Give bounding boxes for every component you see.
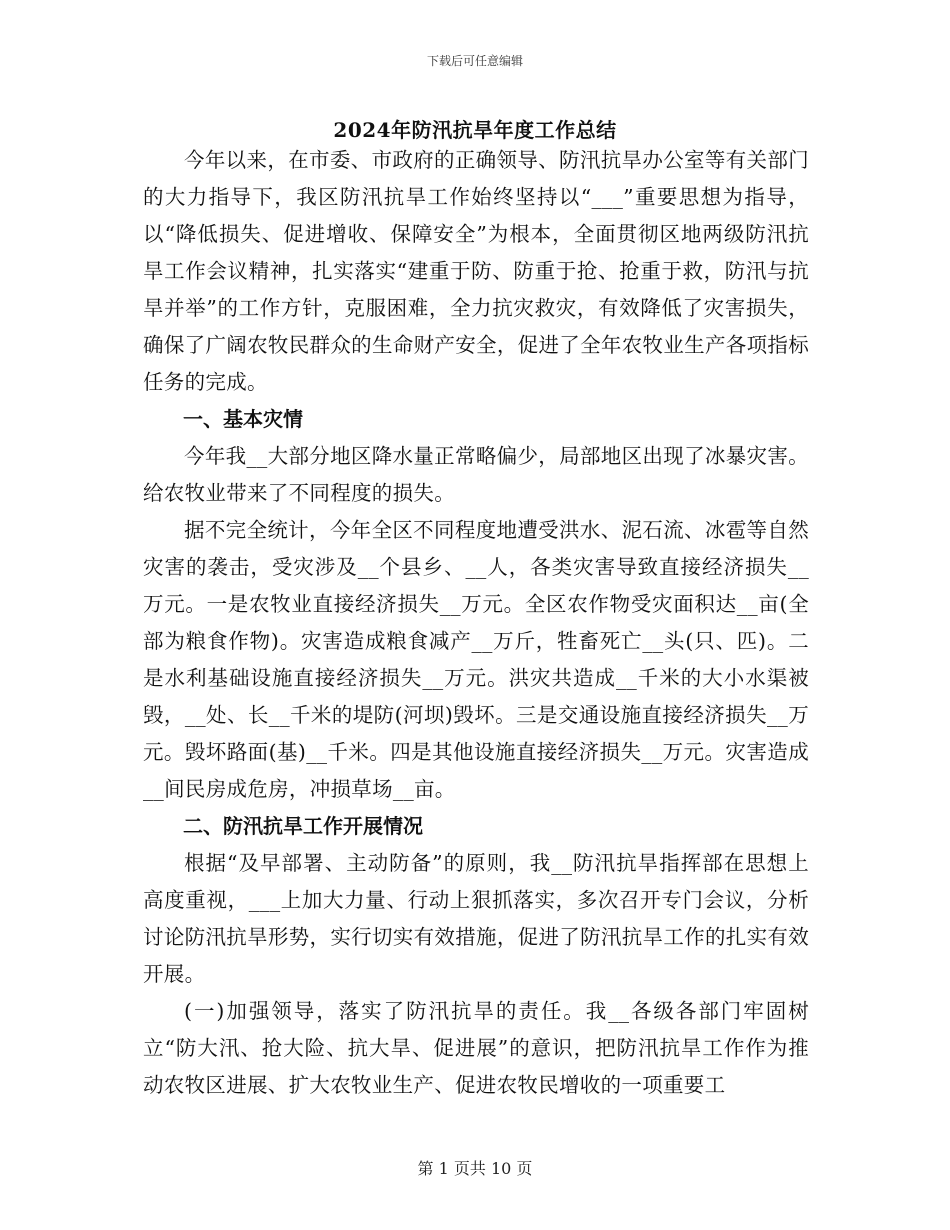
header-note: 下载后可任意编辑 <box>426 54 523 68</box>
paragraph-rainfall: 今年我__大部分地区降水量正常略偏少，局部地区出现了冰暴灾害。给农牧业带来了不同程度的损失。 <box>143 444 809 505</box>
section-heading-1: 一、基本灾情 <box>183 407 303 431</box>
document-body <box>143 142 809 1104</box>
paragraph-intro: 今年以来，在市委、市政府的正确领导、防汛抗旱办公室等有关部门的大力指导下，我区防汛抗旱工作始终坚持以“___”重要思想为指导，以“降低损失、促进增收、保障安全”为根本，全面贯彻区地两级防汛抗旱工作会议精神，扎实落实“建重于防、防重于抢、抢重于救，防汛与抗旱并举”的工作方针，克服困难，全力抗灾救灾，有效降低了灾害损失，确保了广阔农牧民群众的生命财产安全，促进了全年农牧业生产各项指标任务的完成。 <box>143 148 809 394</box>
section-heading-2: 二、防汛抗旱工作开展情况 <box>183 814 423 838</box>
document-title: 2024年防汛抗旱年度工作总结 <box>333 118 617 142</box>
paragraph-leadership: (一)加强领导，落实了防汛抗旱的责任。我__各级各部门牢固树立“防大汛、抢大险、抗大旱、促进展”的意识，把防汛抗旱工作作为推动农牧区进展、扩大农牧业生产、促进农牧民增收的一项重要工 <box>143 999 809 1097</box>
paragraph-principle: 根据“及早部署、主动防备”的原则，我__防汛抗旱指挥部在思想上高度重视，___上加大力量、行动上狠抓落实，多次召开专门会议，分析讨论防汛抗旱形势，实行切实有效措施，促进了防汛抗旱工作的扎实有效开展。 <box>143 851 809 986</box>
page-footer: 第 1 页共 10 页 <box>417 1159 533 1178</box>
paragraph-statistics: 据不完全统计，今年全区不同程度地遭受洪水、泥石流、冰雹等自然灾害的袭击，受灾涉及__个县乡、__人，各类灾害导致直接经济损失__万元。一是农牧业直接经济损失__万元。全区农作物受灾面积达__亩(全部为粮食作物)。灾害造成粮食减产__万斤，牲畜死亡__头(只、匹)。二是水利基础设施直接经济损失__万元。洪灾共造成__千米的大小水渠被毁，__处、长__千米的堤防(河坝)毁坏。三是交通设施直接经济损失__万元。毁坏路面(基)__千米。四是其他设施直接经济损失__万元。灾害造成__间民房成危房，冲损草场__亩。 <box>143 518 809 801</box>
